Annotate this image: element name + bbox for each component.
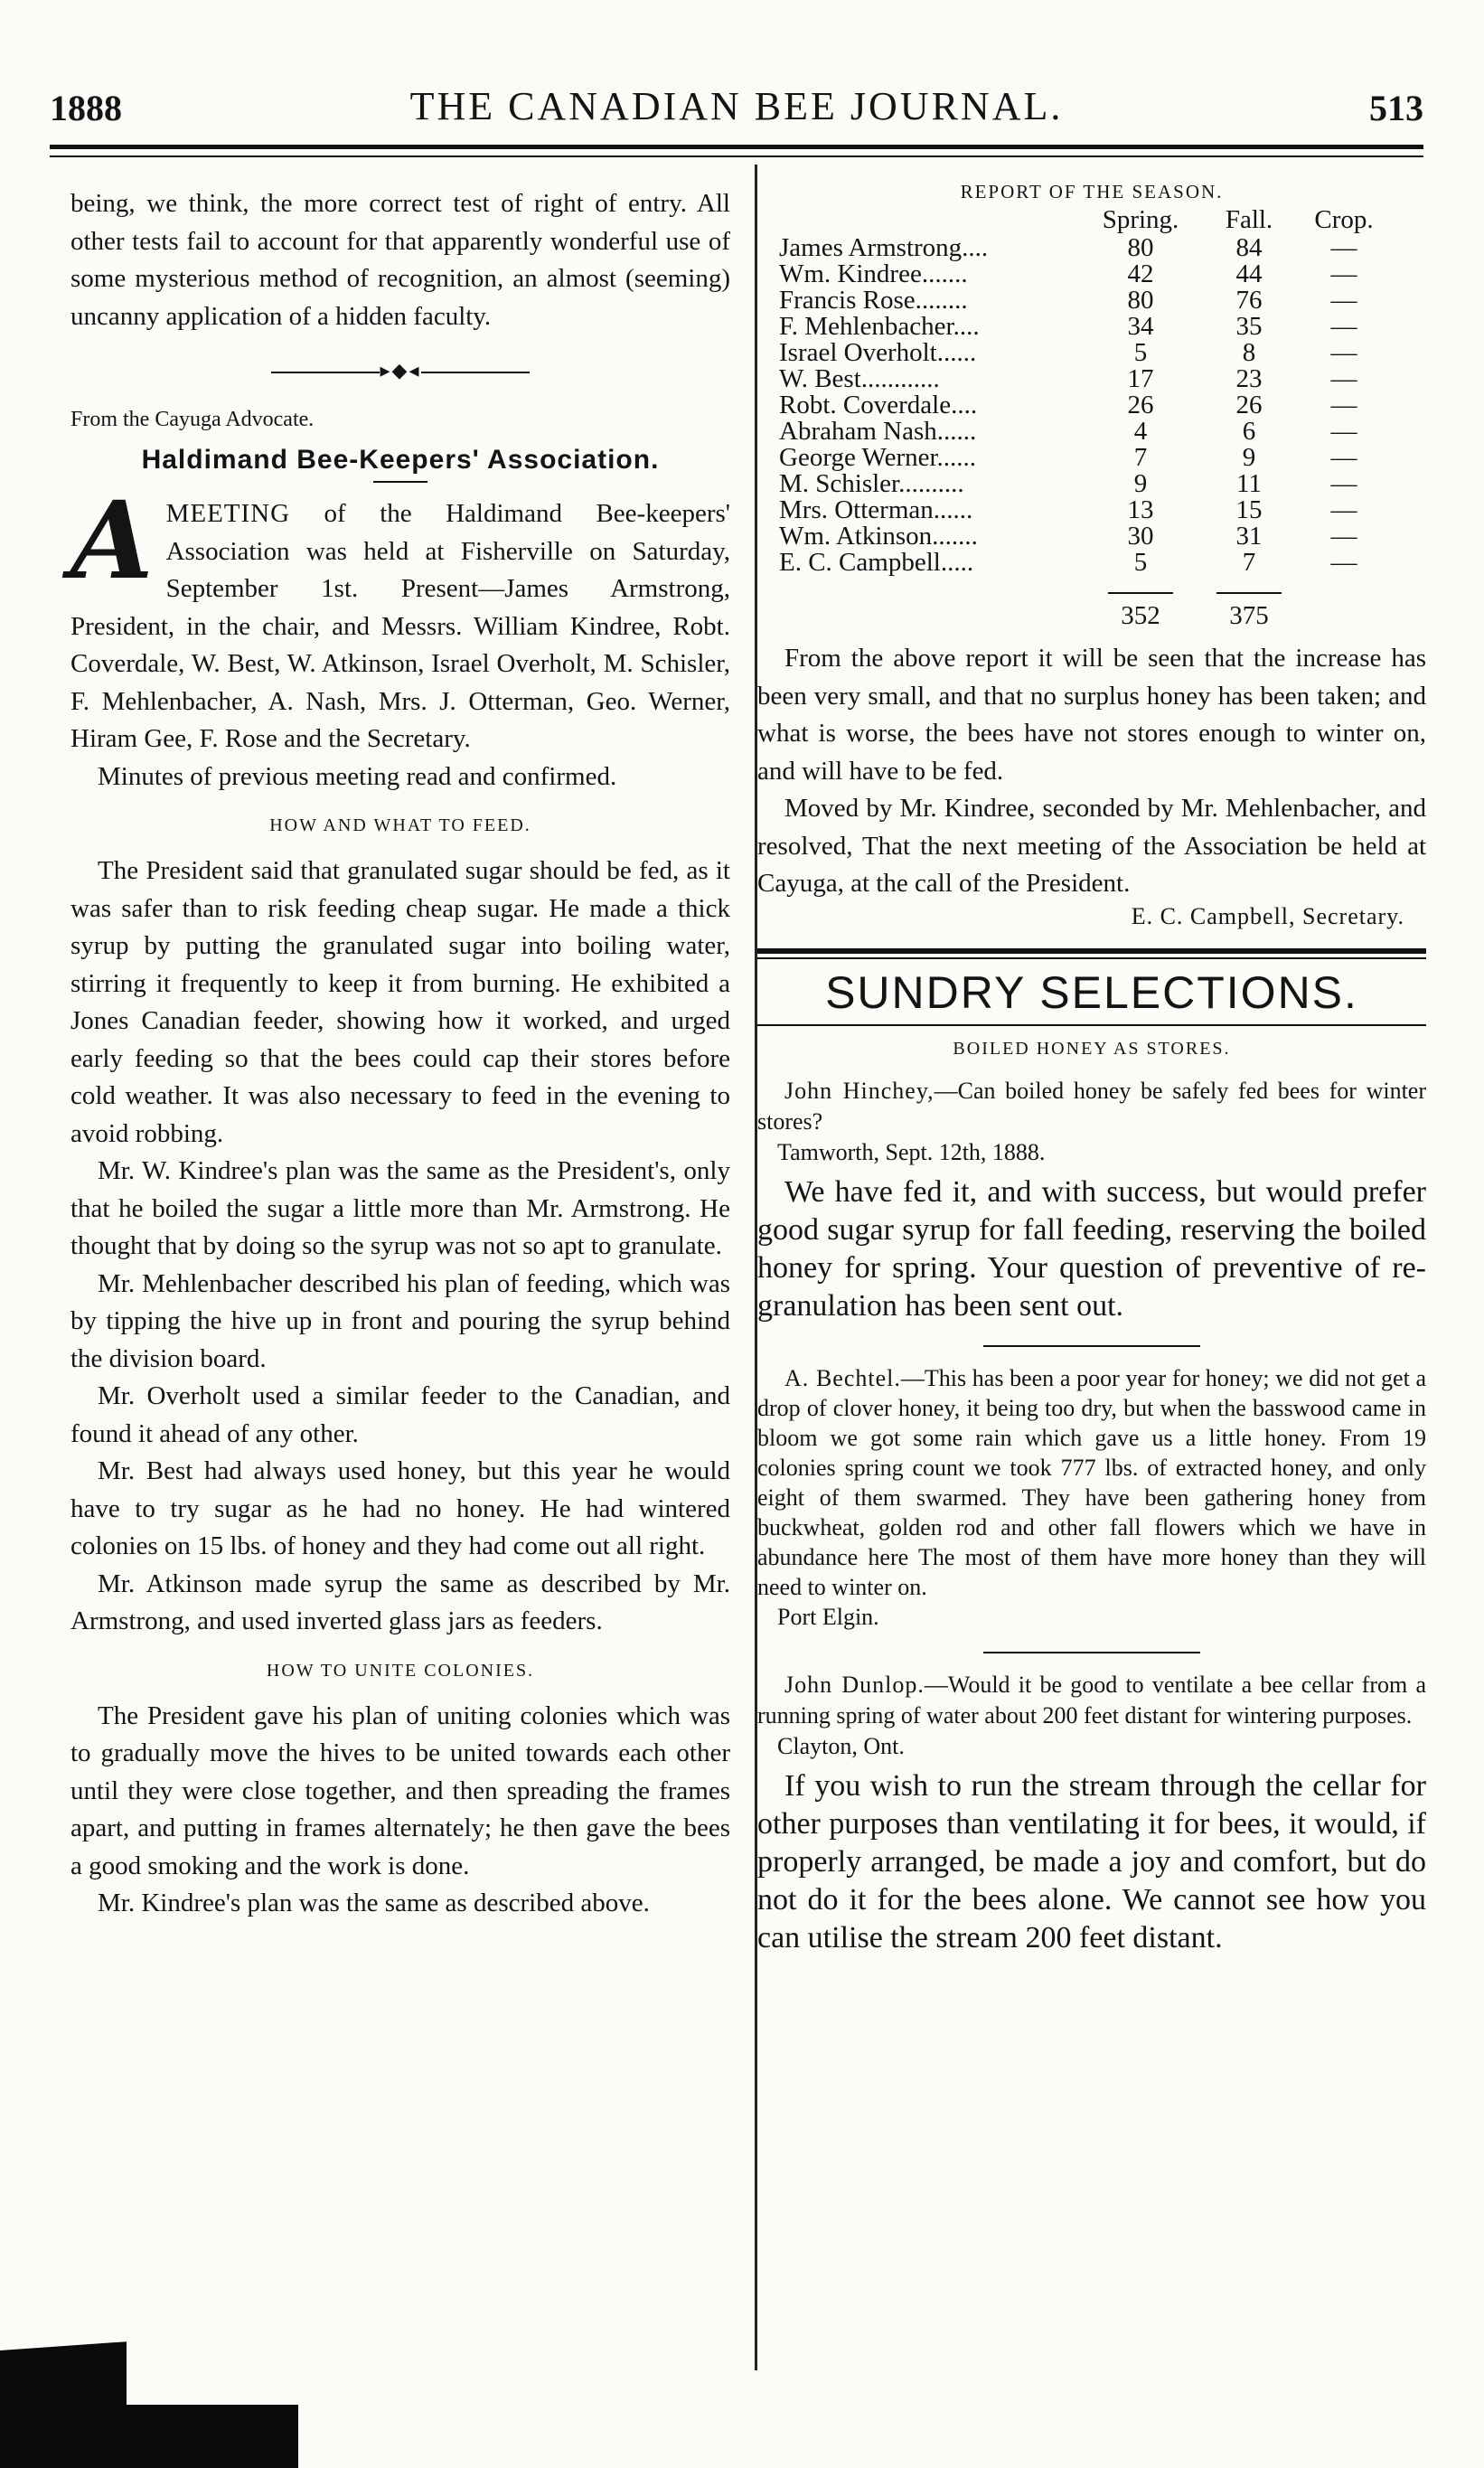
table-row: James Armstrong.... 80 84 — bbox=[779, 233, 1357, 262]
col-fall: Fall. bbox=[1225, 205, 1273, 234]
sundry-title: SUNDRY SELECTIONS. bbox=[825, 966, 1358, 1018]
report-title: REPORT OF THE SEASON. bbox=[960, 181, 1224, 203]
section-title: Haldimand Bee-Keepers' Association. bbox=[141, 445, 660, 475]
right-column bbox=[757, 181, 1426, 1957]
feed-paragraph: Mr. Atkinson made syrup the same as described by Mr. Armstrong, and used inverted glass jars as feeders. bbox=[70, 1568, 730, 1635]
hinchey-answer: We have fed it, and with success, but would prefer good sugar syrup for fall feeding, reserving the boiled honey for spring. Your question of preventive of re-granulation has been sent out. bbox=[757, 1174, 1426, 1323]
sundry-rule-bottom bbox=[757, 1024, 1426, 1026]
table-row: M. Schisler.......... 9 11 — bbox=[779, 469, 1357, 498]
feed-paragraph: Mr. W. Kindree's plan was the same as the President's, only that he boiled the sugar a little more than Mr. Armstrong. He thought that by doing so the syrup was not so apt to granulate. bbox=[70, 1156, 730, 1260]
meeting-paragraph bbox=[70, 477, 730, 758]
ornament-divider: ▸◆◂ bbox=[70, 359, 730, 382]
separator-rule bbox=[983, 1652, 1200, 1653]
total-spring: 352 bbox=[1121, 601, 1160, 630]
col-crop: Crop. bbox=[1314, 205, 1374, 234]
sundry-rule-thin bbox=[757, 957, 1426, 959]
meeting-text: of the Haldimand Bee-keepers' Association was held at Fisherville on Saturday, September 1st. Present—James Armstrong, President, in the chair, and Messrs. William Kindree, Robt. Coverdale, W. Best, W. Atkinson, Israel Overholt, M. Schisler, F. Mehlenbacher, A. Nash, Mrs. J. Otterman, Geo. Werner, Hiram Gee, F. Rose and the Secretary. bbox=[70, 499, 730, 753]
table-row: Mrs. Otterman...... 13 15 — bbox=[779, 495, 1357, 524]
table-row: W. Best............ 17 23 — bbox=[779, 364, 1357, 393]
table-row: Wm. Kindree....... 42 44 — bbox=[779, 259, 1357, 288]
left-column bbox=[70, 185, 730, 1923]
table-row: E. C. Campbell..... 5 7 — bbox=[779, 548, 1357, 577]
journal-title: THE CANADIAN BEE JOURNAL. bbox=[409, 84, 1064, 128]
table-row: F. Mehlenbacher.... 34 35 — bbox=[779, 312, 1357, 341]
report-table bbox=[779, 205, 1385, 629]
dunlop-question-text: —Would it be good to ventilate a bee cellar from a running spring of water about 200 feet distant for wintering purposes. bbox=[757, 1671, 1426, 1729]
moved-paragraph: Moved by Mr. Kindree, seconded by Mr. Mehlenbacher, and resolved, That the next meeting of the Association be held at Cayuga, at the call of the President. bbox=[757, 794, 1426, 898]
page-number: 513 bbox=[1369, 88, 1423, 128]
intro-paragraph: being, we think, the more correct test of right of entry. All other tests fail to account for that apparently wonderful use of some mysterious method of recognition, an almost (seeming) uncanny application of a hidden faculty. bbox=[70, 189, 730, 331]
bechtel-name: A. Bechtel. bbox=[784, 1364, 901, 1391]
table-row: Abraham Nash...... 4 6 — bbox=[779, 417, 1357, 446]
scan-edge-shadow bbox=[0, 2405, 298, 2468]
hinchey-question-text: —Can boiled honey be safely fed bees for winter stores? bbox=[757, 1077, 1426, 1135]
feed-paragraph: Mr. Mehlenbacher described his plan of feeding, which was by tipping the hive up in front and pouring the syrup behind the division board. bbox=[70, 1268, 730, 1373]
table-row: Francis Rose........ 80 76 — bbox=[779, 286, 1357, 315]
meeting-block bbox=[70, 477, 730, 758]
meeting-first-word: MEETING bbox=[165, 499, 291, 528]
unite-paragraph: Mr. Kindree's plan was the same as described above. bbox=[98, 1889, 650, 1917]
dunlop-answer: If you wish to run the stream through the cellar for other purposes than ventilating it for bees, it would, if properly arranged, be made a joy and comfort, but do not do it for the bees alone. We cannot see how you can utilise the stream 200 feet distant. bbox=[757, 1768, 1426, 1955]
dunlop-question bbox=[757, 1670, 1426, 1731]
bechtel-text: —This has been a poor year for honey; we did not get a drop of clover honey, it being too dry, but when the basswood came in bloom we got some rain which gave us a little honey. From 19 colonies spring count we took 777 lbs. of extracted honey, and only eight of them swarmed. They have been gathering honey from buckwheat, golden rod and other fall flowers which we have in abundance here The most of them have more honey than they will need to winter on. bbox=[757, 1364, 1427, 1600]
hinchey-name: John Hinchey, bbox=[784, 1077, 935, 1104]
dunlop-place: Clayton, Ont. bbox=[777, 1732, 905, 1759]
title-rule bbox=[373, 481, 427, 483]
feed-heading: HOW AND WHAT TO FEED. bbox=[269, 815, 531, 835]
col-spring: Spring. bbox=[1102, 205, 1179, 234]
report-header-row bbox=[779, 205, 1385, 235]
table-row: Robt. Coverdale.... 26 26 — bbox=[779, 391, 1357, 419]
table-row: Israel Overholt...... 5 8 — bbox=[779, 338, 1357, 367]
hinchey-place: Tamworth, Sept. 12th, 1888. bbox=[777, 1138, 1046, 1165]
unite-paragraph: The President gave his plan of uniting colonies which was to gradually move the hives to be united towards each other until they were close together, and then spreading the frames apart, and putting in frames alternately; he then gave the bees a good smoking and the work is done. bbox=[70, 1700, 730, 1880]
source-line: From the Cayuga Advocate. bbox=[70, 408, 315, 431]
feed-paragraph: The President said that granulated sugar should be fed, as it was safer than to risk feeding cheap sugar. He made a thick syrup by putting the granulated sugar into boiling water, stirring it frequently to keep it from burning. He exhibited a Jones Canadian feeder, showing how it worked, and urged early feeding so that the bees could cap their stores before cold weather. It was also necessary to feed in the evening to avoid robbing. bbox=[70, 856, 730, 1148]
page-header bbox=[50, 80, 1423, 134]
unite-heading: HOW TO UNITE COLONIES. bbox=[266, 1660, 535, 1681]
separator-rule bbox=[983, 1345, 1200, 1347]
header-rule-thin bbox=[50, 155, 1423, 157]
feed-paragraph: Mr. Overholt used a similar feeder to the Canadian, and found it ahead of any other. bbox=[70, 1381, 730, 1448]
boiled-heading: BOILED HONEY AS STORES. bbox=[953, 1038, 1231, 1059]
table-row: George Werner...... 7 9 — bbox=[779, 443, 1357, 472]
sundry-rule-thick bbox=[757, 948, 1426, 954]
total-fall: 375 bbox=[1229, 601, 1269, 630]
dropcap-letter: A bbox=[70, 477, 154, 603]
table-row: Wm. Atkinson....... 30 31 — bbox=[779, 522, 1357, 551]
secretary-signature: E. C. Campbell, Secretary. bbox=[1131, 902, 1404, 929]
bechtel-place: Port Elgin. bbox=[777, 1603, 879, 1630]
hinchey-question bbox=[757, 1076, 1426, 1137]
totals-row bbox=[779, 576, 1385, 629]
header-rule-thick bbox=[50, 145, 1423, 149]
dunlop-name: John Dunlop. bbox=[784, 1671, 925, 1698]
conclusion-paragraph: From the above report it will be seen that the increase has been very small, and that no surplus honey has been taken; and what is worse, the bees have not stores enough to winter on, and will have to be fed. bbox=[757, 644, 1426, 786]
bechtel-letter bbox=[757, 1363, 1426, 1602]
minutes-paragraph: Minutes of previous meeting read and confirmed. bbox=[98, 761, 617, 791]
feed-paragraph: Mr. Best had always used honey, but this year he would have to try sugar as he had no honey. He had wintered colonies on 15 lbs. of honey and they had come out all right. bbox=[70, 1456, 730, 1560]
header-year: 1888 bbox=[50, 88, 122, 128]
